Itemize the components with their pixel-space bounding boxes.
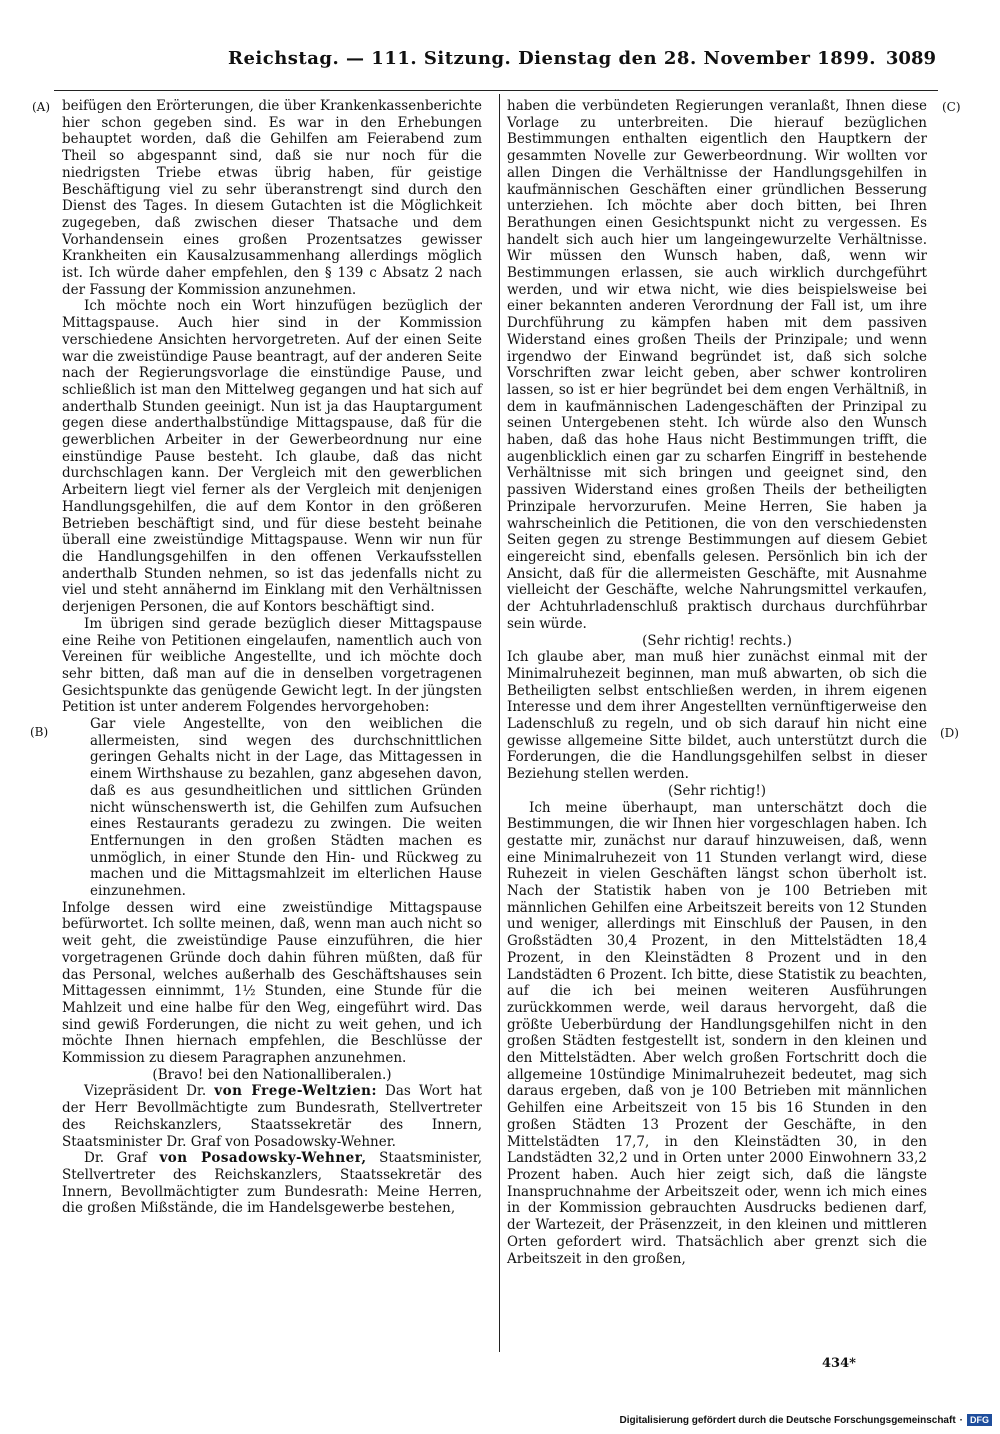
printer-signature: 434* <box>822 1356 856 1371</box>
header-rule <box>54 90 938 91</box>
paragraph: Ich meine überhaupt, man unterschätzt doch die Bestimmungen, die wir Ihnen hier vorgeschlagen haben. Ich gestatte mir, zunächst nur darauf hinzuweisen, daß, wenn eine Minimalruhezeit von 11 Stunden verlangt wird, diese Ruhezeit in vielen Geschäften längst schon überholt ist. Nach der Statistik haben von je 100 Betrieben mit männlichen Gehilfen eine Arbeitszeit bereits von 12 Stunden und weniger, allerdings mit Einschluß der Pausen, in den Großstädten 30,4 Prozent, in den Mittelstädten 18,4 Prozent, in den Kleinstädten 8 Prozent und in den Landstädten 6 Prozent. Ich bitte, diese Statistik zu beachten, auf die ich bei meinen weiteren Ausführungen zurückkommen werde, weil daraus hervorgeht, daß die größte Ueberbürdung der Handlungsgehilfen nicht in den großen Städten festgestellt ist, sondern in den kleinen und den Mittelstädten. Aber welch großen Fortschritt doch die allgemeine 10stündige Minimalruhezeit bedeutet, mag sich daraus ergeben, daß von je 100 Betrieben mit männlichen Gehilfen eine Arbeitszeit von 15 bis 16 Stunden in den großen Städten 13 Prozent der Geschäfte, in den Mittelstädten 17,7, in den Kleinstädten 30, in den Landstädten 32,2 und in Orten unter 2000 Einwohnern 33,2 Prozent haben. Auch hier zeigt sich, daß die längste Inanspruchnahme der Arbeitszeit oder, wenn ich mich eines in der Kommission gebrauchten Ausdrucks bedienen darf, der Wartezeit, der Präsenzzeit, in den kleinen und mittleren Orten gefordert wird. Thatsächlich aber grenzt sich die Arbeitszeit in den großen, <box>507 799 927 1267</box>
applause-note: (Bravo! bei den Nationalliberalen.) <box>152 1066 392 1083</box>
margin-letter-d: (D) <box>940 726 959 740</box>
margin-letter-b: (B) <box>30 725 49 739</box>
interjection: (Sehr richtig! rechts.) <box>642 632 792 649</box>
speaker-title: Dr. Graf <box>84 1150 147 1167</box>
speaker-paragraph <box>62 1150 482 1217</box>
margin-letter-a: (A) <box>32 100 51 114</box>
speaker-paragraph <box>62 1083 482 1150</box>
paragraph: Ich möchte noch ein Wort hinzufügen bezüglich der Mittagspause. Auch hier sind in der Kommission verschiedene Ansichten hervorgetreten. Auf der einen Seite war die zweistündige Pause beantragt, auf der anderen Seite nach der Regierungsvorlage die einstündige Pause, und schließlich ist man den Mittelweg gegangen und hat sich auf anderthalb Stunden geeinigt. Nun ist ja das Hauptargument gegen diese anderthalbstündige Mittagspause, daß für die gewerblichen Arbeiter in der Gewerbeordnung nur eine einstündige Pause besteht. Ich glaube, daß das nicht durchschlagen kann. Der Vergleich mit den gewerblichen Arbeitern liegt viel ferner als der Vergleich mit denjenigen Handlungsgehilfen, die auf dem Kontor in den größeren Betrieben beschäftigt sind, und für diese besteht beinahe überall eine zweistündige Mittagspause. Wenn wir nun für die Handlungsgehilfen in den offenen Verkaufsstellen anderthalb Stunden nehmen, so ist das jedenfalls nicht zu viel und steht annähernd im Einklang mit den Verhältnissen derjenigen Personen, die auf Kontors beschäftigt sind. <box>62 298 482 616</box>
paragraph: Infolge dessen wird eine zweistündige Mittagspause befürwortet. Ich sollte meinen, daß, wenn man auch nicht so weit geht, die zweistündige Pause einzuführen, die hier vorgetragenen Gründe doch dahin führen müßten, daß für das Personal, welches außerhalb des Geschäftshauses sein Mittagessen einnimmt, 1½ Stunden, eine Stunde für die Mahlzeit und eine halbe für den Weg, eingeführt wird. Das sind gewiß Forderungen, die nicht zu weit gehen, und ich möchte Ihnen hiernach empfehlen, die Beschlüsse der Kommission zu diesem Paragraphen anzunehmen. <box>62 899 482 1067</box>
left-column <box>62 98 482 1217</box>
paragraph: Im übrigen sind gerade bezüglich dieser Mittagspause eine Reihe von Petitionen eingelaufen, namentlich auch von Vereinen für weibliche Angestellte, und ich möchte doch sehr bitten, daß man auf die in denselben vorgetragenen Gesichtspunkte das genügende Gewicht legt. In der jüngsten Petition ist unter anderem Folgendes hervorgehoben: <box>62 615 482 716</box>
speaker-text: Das Wort hat der Herr Bevollmächtigte zum Bundesrath, Stellvertreter des Reichskanzlers, Staatssekretär des Innern, Staatsminister Dr. Graf von Posadowsky-Wehner. <box>62 1083 482 1150</box>
margin-letter-c: (C) <box>942 100 961 114</box>
running-title: Reichstag. — 111. Sitzung. Dienstag den 28. November 1899. <box>228 48 877 69</box>
column-divider <box>499 94 500 1352</box>
interjection: (Sehr richtig!) <box>667 782 767 799</box>
page-number: 3089 <box>885 48 936 69</box>
speaker-text: Staatsminister, Stellvertreter des Reichskanzlers, Staatssekretär des Innern, Bevollmächtigter zum Bundesrath: Meine Herren, die großen Mißstände, die im Handelsgewerbe bestehen, <box>62 1150 482 1217</box>
paragraph: Ich glaube aber, man muß hier zunächst einmal mit der Minimalruhezeit beginnen, man muß abwarten, ob sich die Betheiligten selbst entschließen werden, in ihrem eigenen Interesse und dem ihrer Angestellten vernünftigerweise den Ladenschluß zu regeln, und ob sich darauf hin nicht eine gewisse allgemeine Sitte bildet, auch unterstützt durch die Forderungen, die die Handlungsgehilfen selbst in dieser Beziehung stellen werden. <box>507 649 927 783</box>
footer-credit: Digitalisierung gefördert durch die Deutsche Forschungsgemeinschaft <box>619 1414 956 1426</box>
speaker-name: von Posadowsky-Wehner, <box>159 1150 367 1167</box>
paragraph: beifügen den Erörterungen, die über Krankenkassenberichte hier schon gegeben sind. Es war in den Erhebungen behauptet worden, daß die Gehilfen am Feierabend zum Theil so abgespannt sind, daß sie nur noch für die niedrigsten Triebe etwas übrig haben, für geistige Beschäftigung viel zu sehr überanstrengt sind durch den Dienst des Tages. In diesem Gutachten ist die Möglichkeit zugegeben, daß zwischen dieser Thatsache und dem Vorhandensein eines großen Prozentsatzes gewisser Krankheiten ein Kausalzusammenhang allerdings möglich ist. Ich würde daher empfehlen, den § 139 c Absatz 2 nach der Fassung der Kommission anzunehmen. <box>62 98 482 298</box>
speaker-title: Vizepräsident Dr. <box>84 1083 207 1100</box>
page-header <box>0 0 1000 96</box>
petition-quote: Gar viele Angestellte, von den weiblichen die allermeisten, sind wegen des durchschnittlichen geringen Gehalts nicht in der Lage, das Mittagessen in einem Wirthshause zu bezahlen, ganz abgesehen davon, daß es aus gesundheitlichen und sittlichen Gründen nicht wünschenswerth ist, die Gehilfen zum Aufsuchen eines Restaurants geradezu zu zwingen. Die weiten Entfernungen in den großen Städten machen es unmöglich, in einer Stunde den Hin- und Rückweg zu machen und die Mittagsmahlzeit im elterlichen Hause einzunehmen. <box>90 716 482 900</box>
paragraph: haben die verbündeten Regierungen veranlaßt, Ihnen diese Vorlage zu unterbreiten. Die hierauf bezüglichen Bestimmungen enthalten eigentlich den Hauptkern der gesammten Novelle zur Gewerbeordnung. Wir wollten vor allen Dingen die Verhältnisse der Handlungsgehilfen in kaufmännischen Geschäften einer gründlichen Besserung unterziehen. Ich möchte aber doch bitten, bei Ihren Berathungen einen Gesichtspunkt nicht zu vergessen. Es handelt sich auch hier um langeingewurzelte Verhältnisse. Wir müssen den Wunsch haben, daß, wenn wir Bestimmungen erlassen, sie auch wirklich durchgeführt werden, und wir etwa nicht, wie dies beispielsweise bei einer bekannten anderen Verordnung der Fall ist, um ihre Durchführung zu kämpfen haben mit dem passiven Widerstand eines großen Theils der Prinzipale; und wenn irgendwo der Einwand begründet ist, daß sich solche Vorschriften zwar leicht geben, aber schwer kontroliren lassen, so ist er hier begründet bei dem engen Verhältniß, in dem in kaufmännischen Ladengeschäften der Prinzipal zu seinen Untergebenen steht. Ich würde also den Wunsch haben, daß das hohe Haus nicht Bestimmungen trifft, die augenblicklich einen gar zu scharfen Eingriff in bestehende Verhältnisse mit sich bringen und geeignet sind, den passiven Widerstand eines großen Theils der betheiligten Prinzipale hervorzurufen. Meine Herren, Sie haben ja wahrscheinlich die Petitionen, die von den verschiedensten Seiten gegen zu strenge Bestimmungen auf diesem Gebiet eingereicht sind, ebenfalls gelesen. Persönlich bin ich der Ansicht, daß für die allermeisten Geschäfte, mit Ausnahme vielleicht der Geschäfte, welche Nahrungsmittel verkaufen, der Achtuhrladenschluß praktisch durchaus durchführbar sein würde. <box>507 98 927 632</box>
footer: Digitalisierung gefördert durch die Deutsche Forschungsgemeinschaft · DFG <box>619 1414 992 1426</box>
speaker-name: von Frege-Weltzien: <box>214 1083 377 1100</box>
dfg-logo-icon: DFG <box>967 1414 992 1426</box>
right-column <box>507 98 927 1267</box>
